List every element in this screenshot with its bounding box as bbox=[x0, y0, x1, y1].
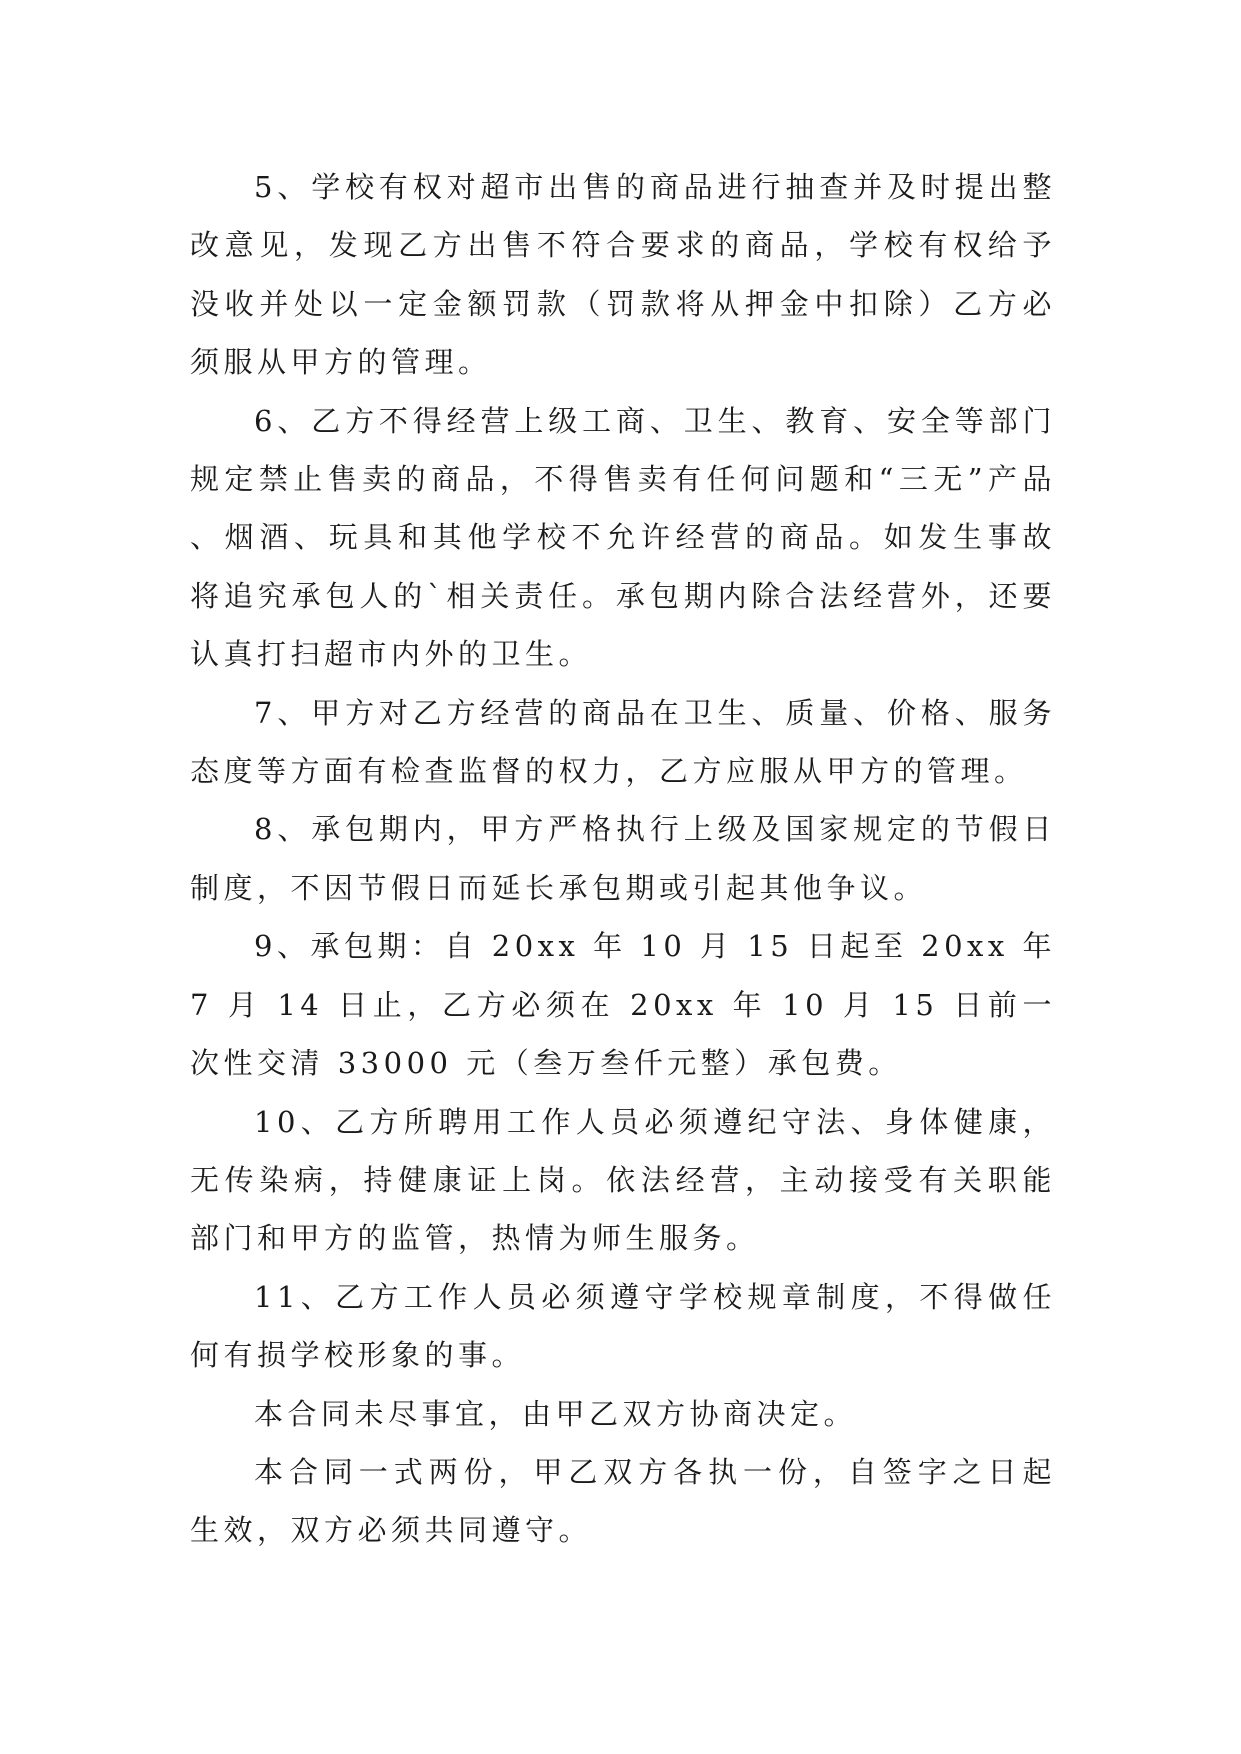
clause-5: 5、学校有权对超市出售的商品进行抽查并及时提出整改意见，发现乙方出售不符合要求的商品，学校有权给予没收并处以一定金额罚款（罚款将从押金中扣除）乙方必须服从甲方的管理。 bbox=[190, 170, 1056, 380]
clause-7: 7、甲方对乙方经营的商品在卫生、质量、价格、服务态度等方面有检查监督的权力，乙方应服从甲方的管理。 bbox=[190, 695, 1056, 789]
closing-note-copies: 本合同一式两份，甲乙双方各执一份，自签字之日起生效，双方必须共同遵守。 bbox=[190, 1454, 1056, 1548]
closing-note-matters: 本合同未尽事宜，由甲乙双方协商决定。 bbox=[254, 1396, 858, 1431]
document-body bbox=[190, 158, 1056, 1560]
clause-10: 10、乙方所聘用工作人员必须遵纪守法、身体健康，无传染病，持健康证上岗。依法经营，主动接受有关职能部门和甲方的监管，热情为师生服务。 bbox=[190, 1104, 1056, 1256]
clause-8: 8、承包期内，甲方严格执行上级及国家规定的节假日制度，不因节假日而延长承包期或引起其他争议。 bbox=[190, 812, 1056, 905]
clause-11: 11、乙方工作人员必须遵守学校规章制度，不得做任何有损学校形象的事。 bbox=[190, 1279, 1056, 1373]
clause-6: 6、乙方不得经营上级工商、卫生、教育、安全等部门规定禁止售卖的商品，不得售卖有任何问题和“三无”产品、烟酒、玩具和其他学校不允许经营的商品。如发生事故将追究承包人的`相关责任。承包期内除合法经营外，还要认真打扫超市内外的卫生。 bbox=[190, 403, 1056, 672]
clause-9: 9、承包期：自 20xx 年 10 月 15 日起至 20xx 年 7 月 14 日止，乙方必须在 20xx 年 10 月 15 日前一次性交清 33000 元（叁万叁仟元整）承包费。 bbox=[190, 929, 1056, 1081]
